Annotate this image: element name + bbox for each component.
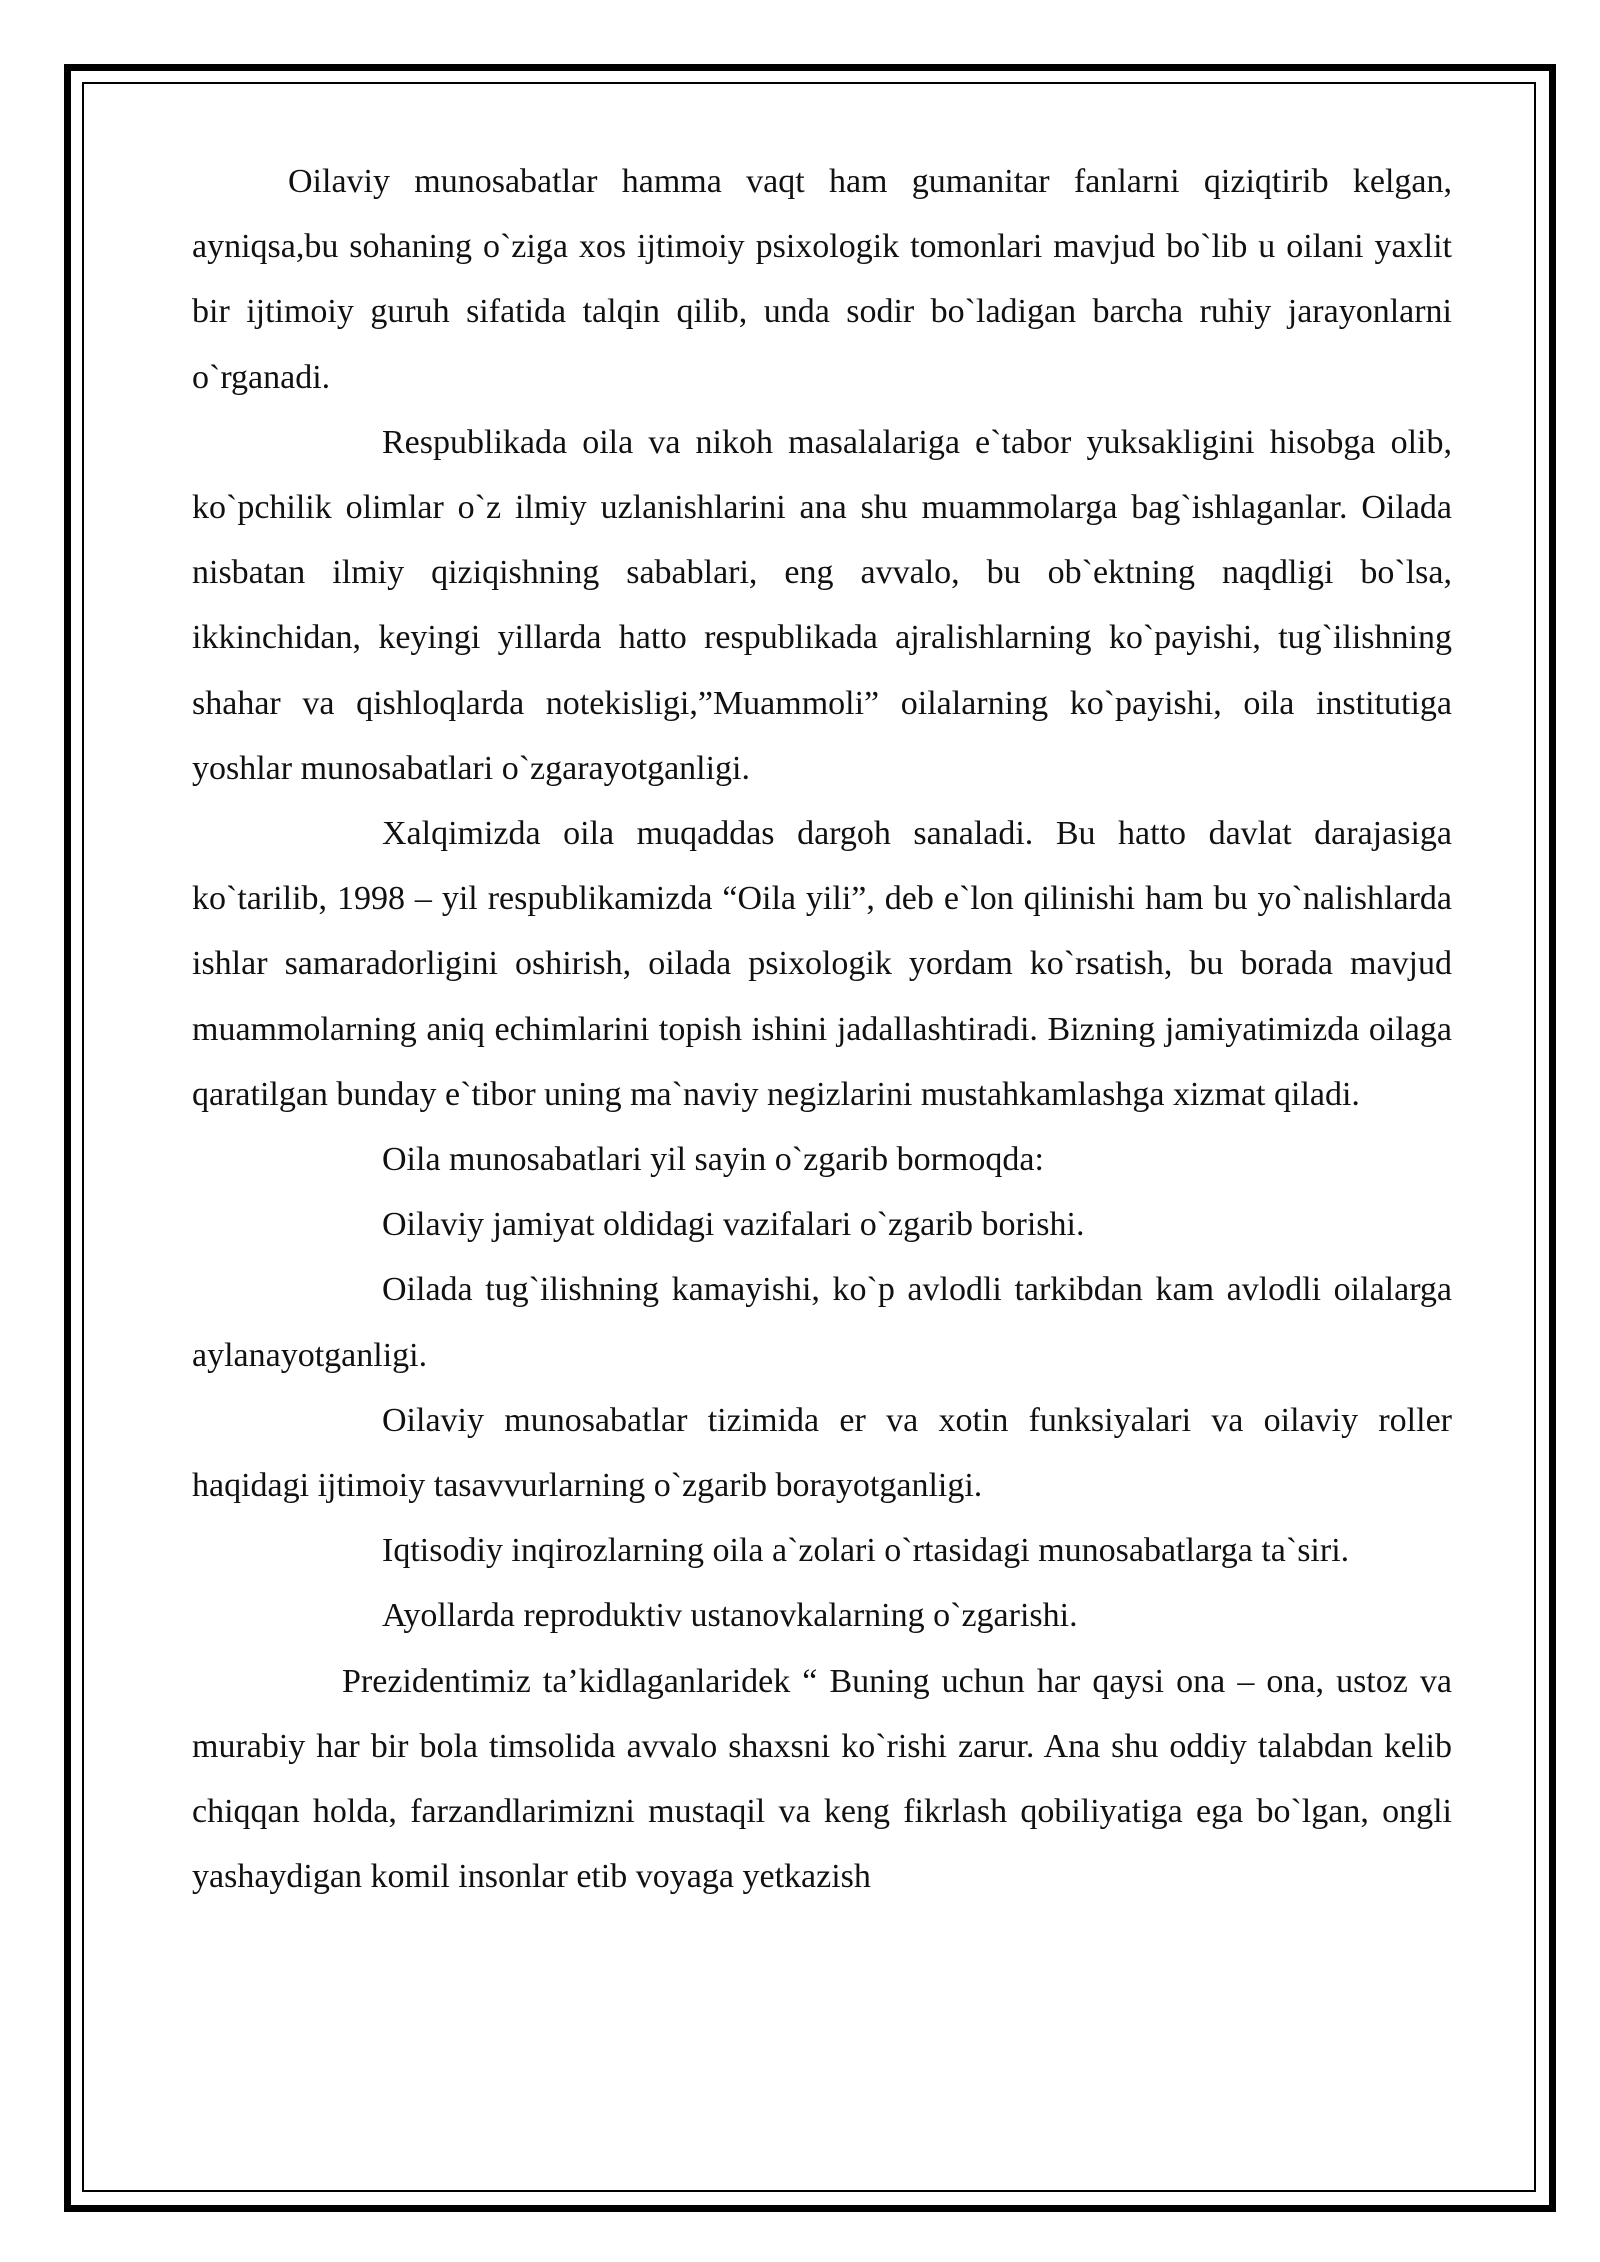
list-item-reproductive-attitudes: Ayollarda reproduktiv ustanovkalarning o`zgarishi. bbox=[382, 1597, 1078, 1635]
paragraph-changes-intro: Oila munosabatlari yil sayin o`zgarib bormoqda: bbox=[382, 1141, 1044, 1179]
list-item-birth-decline: Oilada tug`ilishning kamayishi, ko`p avlodli tarkibdan kam avlodli oilalarga aylanayotganligi. bbox=[192, 1271, 1452, 1374]
list-item-economic-crisis: Iqtisodiy inqirozlarning oila a`zolari o`rtasidagi munosabatlarga ta`siri. bbox=[382, 1532, 1350, 1570]
paragraph-intro: Oilaviy munosabatlar hamma vaqt ham gumanitar fanlarni qiziqtirib kelgan, ayniqsa,bu sohaning o`ziga xos ijtimoiy psixologik tomonlari mavjud bo`lib u oilani yaxlit bir ijtimoiy guruh sifatida talqin qilib, unda sodir bo`ladigan barcha ruhiy jarayonlarni o`rganadi. bbox=[192, 163, 1452, 396]
list-item-spouse-roles: Oilaviy munosabatlar tizimida er va xotin funksiyalari va oilaviy roller haqidagi ijtimoiy tasavvurlarning o`zgarib borayotganligi. bbox=[192, 1401, 1452, 1505]
paragraph-republic-research: Respublikada oila va nikoh masalalariga e`tabor yuksakligini hisobga olib, ko`pchilik olimlar o`z ilmiy uzlanishlarini ana shu muammolarga bag`ishlaganlar. Oilada nisbatan ilmiy qiziqishning sabablari, eng avvalo, bu ob`ektning naqdligi bo`lsa, ikkinchidan, keyingi yillarda hatto respublikada ajralishlarning ko`payishi, tug`ilishning shahar va qishloqlarda notekisligi,”Muammoli” oilalarning ko`payishi, oila institutiga yoshlar munosabatlari o`zgarayotganligi. bbox=[192, 423, 1452, 787]
paragraph-president-quote: Prezidentimiz ta’kidlaganlaridek “ Buning uchun har qaysi ona – ona, ustoz va murabiy har bir bola timsolida avvalo shaxsni ko`rishi zarur. Ana shu oddiy talabdan kelib chiqqan holda, farzandlarimizni mustaqil va keng fikrlash qobiliyatiga ega bo`lgan, ongli yashaydigan komil insonlar etib voyaga yetkazish bbox=[192, 1662, 1452, 1896]
list-item-society-duties: Oilaviy jamiyat oldidagi vazifalari o`zgarib borishi. bbox=[382, 1206, 1085, 1244]
paragraph-family-sacred: Xalqimizda oila muqaddas dargoh sanaladi. Bu hatto davlat darajasiga ko`tarilib, 1998 – yil respublikamizda “Oila yili”, deb e`lon qilinishi ham bu yo`nalishlarda ishlar samaradorligini oshirish, oilada psixologik yordam ko`rsatish, bu borada mavjud muammolarning aniq echimlarini topish ishini jadallashtiradi. Bizning jamiyatimizda oilaga qaratilgan bunday e`tibor uning ma`naviy negizlarini mustahkamlashga xizmat qiladi. bbox=[192, 815, 1452, 1113]
document-body bbox=[192, 149, 1452, 1909]
